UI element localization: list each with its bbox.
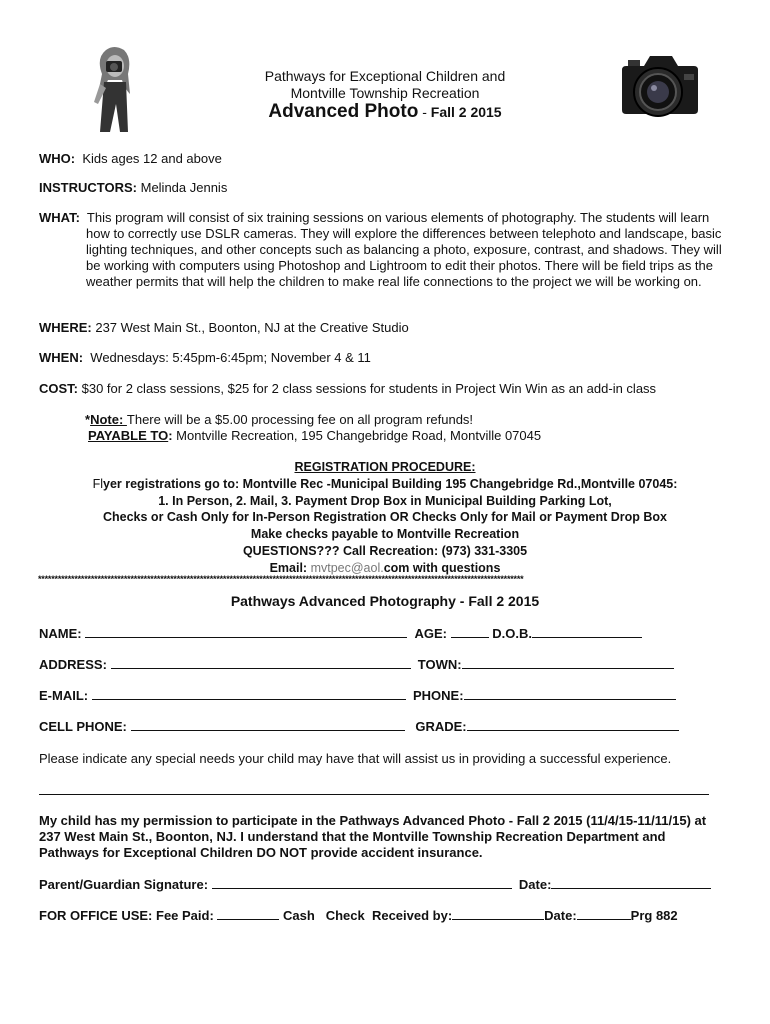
- registration-line-1: [0, 476, 770, 493]
- phone-label: PHONE:: [412, 688, 464, 703]
- what-row: [39, 210, 726, 290]
- email-user[interactable]: mvtpec@aol.: [310, 560, 384, 575]
- registration-line-2: 1. In Person, 2. Mail, 3. Payment Drop Box in Municipal Building Parking Lot,: [158, 493, 612, 508]
- where-row: [39, 320, 729, 336]
- cell-field[interactable]: [131, 718, 405, 731]
- when-label: WHEN:: [39, 350, 84, 365]
- registration-heading: REGISTRATION PROCEDURE:: [294, 460, 476, 474]
- title-sep: -: [418, 104, 431, 120]
- header: [200, 68, 570, 121]
- form-title: Pathways Advanced Photography - Fall 2 2015: [230, 593, 540, 609]
- registration-line-3: Checks or Cash Only for In-Person Registration OR Checks Only for Mail or Payment Drop Box: [102, 510, 667, 525]
- email-suffix: with questions: [409, 560, 501, 575]
- signature-date-field[interactable]: [551, 876, 711, 889]
- received-label: Received by:: [371, 908, 453, 923]
- signature-field[interactable]: [212, 876, 512, 889]
- where-label: WHERE:: [39, 320, 92, 335]
- who-label: WHO:: [39, 151, 76, 166]
- email-label: Email:: [269, 560, 311, 575]
- note-label: Note:: [90, 412, 127, 427]
- instructors-label: INSTRUCTORS:: [39, 180, 137, 195]
- email-tld: com: [383, 560, 410, 575]
- email-row: [39, 687, 676, 703]
- office-date-label: Date:: [544, 908, 577, 923]
- note-value: There will be a $5.00 processing fee on all program refunds!: [126, 412, 474, 427]
- cost-row: [39, 381, 739, 397]
- office-use-row: [39, 907, 678, 923]
- cell-label: CELL PHONE:: [39, 719, 127, 734]
- what-label: WHAT:: [39, 210, 80, 225]
- town-field[interactable]: [462, 656, 674, 669]
- grade-field[interactable]: [467, 718, 679, 731]
- office-label: FOR OFFICE USE: Fee Paid:: [39, 908, 214, 923]
- when-value: Wednesdays: 5:45pm-6:45pm; November 4 & 11: [90, 350, 371, 365]
- cash-label: Cash: [283, 908, 315, 923]
- payable-label: PAYABLE TO: [88, 428, 169, 443]
- org-line-2: Montville Township Recreation: [290, 85, 480, 101]
- instructors-row: [39, 180, 729, 196]
- email-field[interactable]: [92, 687, 406, 700]
- cell-row: [39, 718, 679, 734]
- received-by-field[interactable]: [452, 907, 544, 920]
- when-row: [39, 350, 729, 366]
- cost-value: $30 for 2 class sessions, $25 for 2 class sessions for students in Project Win Win as an add-in class: [81, 381, 657, 396]
- title-main: Advanced Photo: [268, 101, 419, 122]
- payable-colon: :: [168, 428, 177, 443]
- signature-row: [39, 876, 711, 892]
- registration-line-1-text: yer registrations go to: Montville Rec -Municipal Building 195 Changebridge Rd.,Montville 07045:: [103, 476, 678, 491]
- girl-with-camera-logo: [84, 44, 144, 134]
- dob-field[interactable]: [532, 625, 642, 638]
- signature-date-label: Date:: [518, 877, 552, 892]
- age-label: AGE:: [414, 626, 447, 641]
- org-line-1: Pathways for Exceptional Children and: [264, 68, 506, 84]
- page-title: [200, 103, 570, 121]
- address-row: [39, 656, 674, 672]
- special-needs-field[interactable]: [39, 794, 709, 795]
- what-value: This program will consist of six training sessions on various elements of photography. The students will learn how to correctly use DSLR cameras. They will explore the differences between telephoto and landscape, basic lighting techniques, and other concepts such as balancing a photo, exposure, contrast, and shadows. They will be working with computers using Photoshop and Lightroom to edit their photos. There will be field trips as the weather permits that will help the children to make real life connections to the project we will be working on.: [86, 210, 722, 289]
- title-season: Fall 2 2015: [430, 104, 502, 120]
- where-value: 237 West Main St., Boonton, NJ at the Creative Studio: [95, 320, 409, 335]
- permission-statement: My child has my permission to participate in the Pathways Advanced Photo - Fall 2 2015 (11/4/15-11/11/15) at 237 West Main St., Boonton, NJ. I understand that the Montville Township Recreation Department and Pathways for Exceptional Children DO NOT provide accident insurance.: [39, 813, 707, 860]
- who-row: [39, 151, 729, 167]
- registration-line-5: QUESTIONS??? Call Recreation: (973) 331-3305: [242, 543, 528, 558]
- office-date-field[interactable]: [577, 907, 631, 920]
- address-field[interactable]: [111, 656, 411, 669]
- grade-label: GRADE:: [415, 719, 467, 734]
- email-field-label: E-MAIL:: [39, 688, 89, 703]
- program-code: Prg 882: [630, 908, 678, 923]
- phone-field[interactable]: [464, 687, 676, 700]
- special-needs-prompt: Please indicate any special needs your child may have that will assist us in providing a successful experience.: [39, 751, 672, 766]
- address-label: ADDRESS:: [39, 657, 107, 672]
- dob-label: D.O.B.: [492, 626, 532, 641]
- registration-line-1-prefix: Fl: [92, 476, 103, 491]
- who-value: Kids ages 12 and above: [82, 151, 222, 166]
- note-row: [85, 412, 725, 428]
- divider: ***************************************************************************************************************************************************: [38, 574, 524, 584]
- payable-value: Montville Recreation, 195 Changebridge Road, Montville 07045: [176, 428, 542, 443]
- registration-line-4: Make checks payable to Montville Recreation: [250, 527, 520, 542]
- name-field[interactable]: [85, 625, 407, 638]
- registration-procedure: [0, 459, 770, 577]
- note-prefix: *: [85, 412, 91, 427]
- signature-label: Parent/Guardian Signature:: [39, 877, 209, 892]
- payable-row: [88, 428, 728, 444]
- town-label: TOWN:: [417, 657, 462, 672]
- instructors-value: Melinda Jennis: [140, 180, 228, 195]
- camera-icon: [620, 52, 700, 122]
- cost-label: COST:: [39, 381, 78, 396]
- name-label: NAME:: [39, 626, 82, 641]
- age-field[interactable]: [451, 625, 489, 638]
- fee-paid-field[interactable]: [217, 907, 279, 920]
- check-label: Check: [325, 908, 365, 923]
- name-row: [39, 625, 642, 641]
